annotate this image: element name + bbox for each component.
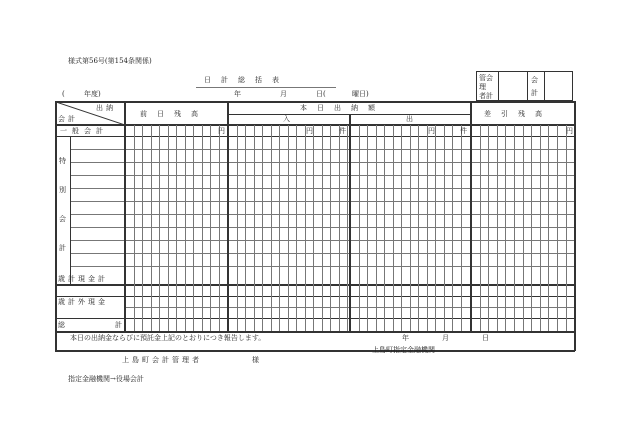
date-weekday: 曜日)	[352, 90, 369, 98]
digit-grid-line	[523, 125, 524, 331]
row-label-special-1: 特	[59, 157, 66, 165]
unit-yen-balance: 円	[566, 127, 573, 135]
today-border	[470, 101, 472, 331]
header-today-amount: 本日出納額	[300, 104, 385, 112]
digit-grid-line	[557, 125, 558, 331]
approval-box-div2	[527, 71, 528, 101]
row-label-non-cash: 歳計外現金	[58, 298, 108, 306]
table-bottom-border	[55, 331, 575, 333]
footer-box-bottom	[55, 350, 575, 352]
digit-grid-line	[531, 125, 532, 331]
digit-grid-line	[254, 125, 255, 331]
table-right-border	[574, 101, 576, 351]
digit-grid-line	[193, 125, 194, 331]
digit-grid-line	[202, 125, 203, 331]
digit-grid-line	[497, 125, 498, 331]
digit-grid-line	[461, 125, 462, 331]
digit-grid-line	[393, 125, 394, 331]
approval-manager-label-3: 者計	[479, 92, 493, 100]
row-label-special-3: 会	[59, 215, 66, 223]
digit-grid-line	[566, 125, 567, 331]
digit-grid-line	[296, 125, 297, 331]
row-label-total-left: 総	[58, 321, 65, 329]
approval-manager-label-2: 理	[479, 83, 486, 91]
prev-balance-border	[227, 101, 229, 331]
corner-label-bottom: 会計	[58, 115, 78, 123]
digit-grid-line	[134, 125, 135, 331]
unit-yen-out: 円	[428, 127, 435, 135]
label-column-border	[124, 101, 126, 331]
digit-grid-line	[288, 125, 289, 331]
header-out: 出	[406, 115, 413, 123]
fiscal-year-label: 年度)	[84, 90, 101, 98]
approval-box-div1	[498, 71, 499, 101]
digit-grid-line	[367, 125, 368, 331]
footer-routing: 指定金融機関→役場会計	[68, 375, 144, 383]
digit-grid-line	[245, 125, 246, 331]
row-label-general: 一般会計	[60, 127, 108, 135]
digit-grid-line	[176, 125, 177, 331]
digit-grid-line	[376, 125, 377, 331]
approval-box-top	[476, 71, 572, 72]
unit-count-out: 件	[460, 127, 467, 135]
footer-honorific: 様	[252, 356, 259, 364]
unit-count-in: 件	[339, 127, 346, 135]
special-label-divider	[70, 136, 71, 284]
approval-accounting-label-2: 計	[531, 89, 538, 97]
header-balance: 差引残高	[484, 110, 552, 118]
corner-label-top: 出納	[96, 104, 116, 112]
footer-year: 年	[402, 334, 409, 342]
approval-box-right	[572, 71, 573, 101]
digit-grid-line	[305, 125, 306, 331]
digit-grid-line	[279, 125, 280, 331]
digit-grid-line	[444, 125, 445, 331]
digit-grid-line	[401, 125, 402, 331]
digit-grid-line	[418, 125, 419, 331]
table-top-border	[55, 101, 575, 103]
digit-grid-line	[185, 125, 186, 331]
digit-grid-line	[330, 125, 331, 331]
digit-grid-line	[142, 125, 143, 331]
form-number: 様式第56号(第154条関係)	[68, 57, 152, 65]
digit-grid-line	[151, 125, 152, 331]
unit-yen-previous: 円	[218, 127, 225, 135]
date-day: 日(	[316, 90, 326, 98]
table-left-border	[55, 101, 57, 351]
approval-box-div3	[544, 71, 545, 101]
digit-grid-line	[219, 125, 220, 331]
report-statement: 本日の出納金ならびに預託金上記のとおりにつき報告します。	[70, 334, 266, 342]
digit-grid-line	[505, 125, 506, 331]
row-label-cash: 歳計現金計	[58, 275, 108, 283]
digit-grid-line	[435, 125, 436, 331]
digit-grid-line	[514, 125, 515, 331]
digit-grid-line	[347, 125, 348, 331]
digit-grid-line	[237, 125, 238, 331]
digit-grid-line	[322, 125, 323, 331]
footer-day: 日	[482, 334, 489, 342]
row-label-special-2: 別	[59, 186, 66, 194]
date-month: 月	[280, 90, 287, 98]
digit-grid-line	[159, 125, 160, 331]
digit-grid-line	[168, 125, 169, 331]
digit-grid-line	[339, 125, 340, 331]
footer-month: 月	[442, 334, 449, 342]
row-label-special-4: 計	[59, 244, 66, 252]
header-in: 入	[283, 115, 290, 123]
digit-grid-line	[488, 125, 489, 331]
digit-grid-line	[548, 125, 549, 331]
digit-grid-line	[384, 125, 385, 331]
fiscal-year-paren: (	[62, 90, 65, 98]
title-underline	[196, 87, 336, 88]
digit-grid-line	[452, 125, 453, 331]
row-label-total-right: 計	[115, 321, 122, 329]
digit-grid-line	[262, 125, 263, 331]
digit-grid-line	[540, 125, 541, 331]
footer-addressee: 上島町会計管理者	[122, 356, 202, 364]
digit-grid-line	[271, 125, 272, 331]
date-year: 年	[234, 90, 241, 98]
approval-box-left	[476, 71, 477, 101]
in-out-border	[349, 114, 351, 331]
digit-grid-line	[480, 125, 481, 331]
form-title: 日計総括表	[204, 76, 289, 84]
footer-bank: 上島町指定金融機関	[372, 346, 435, 354]
digit-grid-line	[313, 125, 314, 331]
digit-grid-line	[427, 125, 428, 331]
digit-grid-line	[410, 125, 411, 331]
approval-accounting-label-1: 会	[531, 76, 538, 84]
unit-yen-in: 円	[306, 127, 313, 135]
digit-grid-line	[359, 125, 360, 331]
header-previous-balance: 前日残高	[140, 110, 208, 118]
digit-grid-line	[210, 125, 211, 331]
approval-manager-label-1: 管会	[479, 74, 493, 82]
